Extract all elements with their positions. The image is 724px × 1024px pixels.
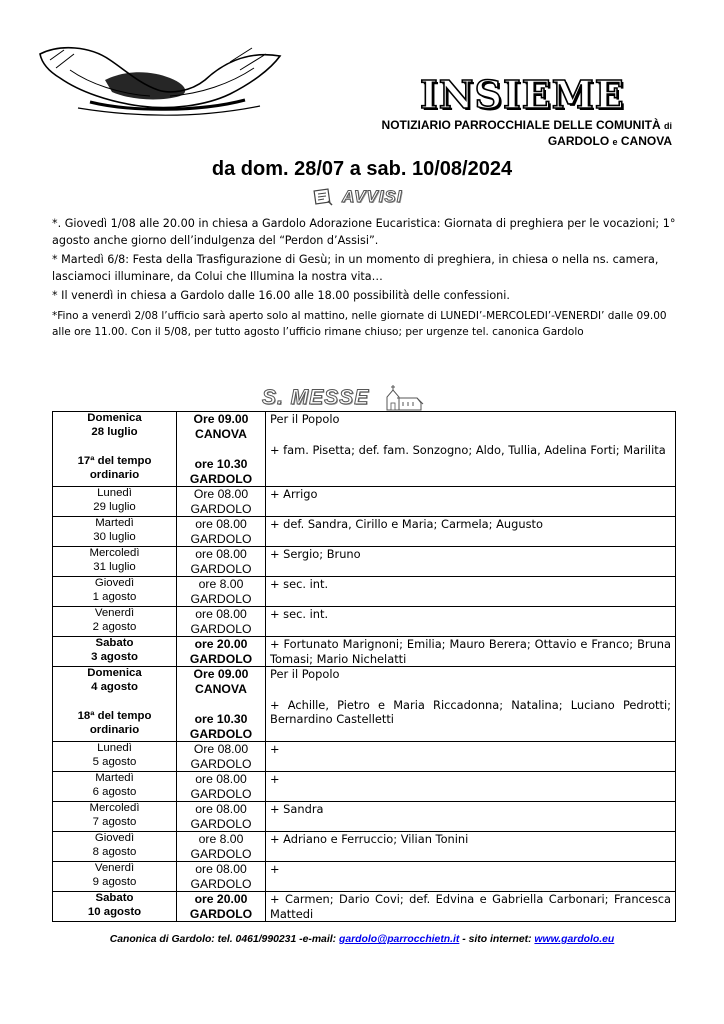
mass-date: 6 agosto	[92, 785, 137, 798]
mass-intention: + Arrigo	[270, 487, 318, 501]
mass-intention-cell	[266, 607, 676, 637]
mass-time: ore 08.00	[195, 547, 247, 561]
mass-place: GARDOLO	[189, 651, 253, 666]
mass-place: GARDOLO	[190, 531, 252, 546]
mass-row	[53, 412, 676, 487]
mass-day-cell	[53, 547, 177, 577]
notices-list	[52, 216, 682, 343]
mass-day: Mercoledì	[89, 547, 140, 559]
messe-heading	[262, 384, 425, 412]
mass-day: Mercoledì	[89, 802, 140, 814]
subtitle-canova: CANOVA	[620, 134, 672, 148]
mass-intention: Per il Popolo	[270, 667, 340, 681]
mass-day-cell	[53, 802, 177, 832]
notice-item: * Il venerdì in chiesa a Gardolo dalle 16.00 alle 18.00 possibilità delle confessioni.	[52, 289, 510, 302]
mass-time-cell	[177, 517, 266, 547]
mass-intention: +	[270, 772, 280, 786]
mass-place: GARDOLO	[190, 621, 252, 636]
mass-time: ore 08.00	[195, 772, 247, 786]
mass-intention: + fam. Pisetta; def. fam. Sonzogno; Aldo, Tullia, Adelina Forti; Marilita	[270, 442, 666, 457]
mass-place: GARDOLO	[189, 906, 253, 921]
masses-table	[52, 411, 676, 922]
mass-row	[53, 667, 676, 742]
mass-row	[53, 637, 676, 667]
email-link[interactable]: gardolo@parrocchietn.it	[338, 934, 460, 945]
mass-intention-cell	[266, 892, 676, 922]
mass-date: 5 agosto	[92, 755, 137, 768]
mass-day-cell	[53, 772, 177, 802]
liturgical-season: ordinario	[89, 723, 140, 736]
mass-date: 30 luglio	[93, 530, 136, 543]
mass-day: Domenica	[87, 412, 142, 424]
mass-row	[53, 577, 676, 607]
mass-intention: + sec. int.	[270, 607, 329, 621]
liturgical-week: 17ª del tempo	[77, 455, 152, 467]
mass-time-cell	[177, 742, 266, 772]
mass-intention: Per il Popolo	[270, 412, 340, 426]
mass-place: GARDOLO	[189, 726, 253, 741]
mass-day: Giovedì	[94, 832, 135, 844]
newsletter-masthead: INSIEME	[420, 72, 625, 117]
mass-place: GARDOLO	[190, 501, 252, 516]
subtitle-e: e	[612, 137, 618, 147]
mass-intention-cell	[266, 637, 676, 667]
mass-row	[53, 892, 676, 922]
mass-time: Ore 09.00	[193, 412, 249, 426]
mass-time-cell	[177, 412, 266, 487]
mass-intention: + sec. int.	[270, 577, 329, 591]
mass-time-cell	[177, 772, 266, 802]
mass-place: GARDOLO	[190, 816, 252, 831]
date-range-heading: da dom. 28/07 a sab. 10/08/2024	[211, 158, 513, 180]
mass-time-cell	[177, 892, 266, 922]
mass-row	[53, 832, 676, 862]
mass-time: Ore 08.00	[193, 742, 249, 756]
mass-date: 28 luglio	[91, 425, 138, 438]
notice-item: *Fino a venerdì 2/08 l’ufficio sarà aperto solo al mattino, nelle giornate di LUNEDI’-MERCOLEDI’-VENERDI’ dalle 09.00 alle ore 11.00. Con il 5/08, per tutto agosto l’ufficio rimane chiuso; per urgenze tel. canonica Gardolo	[52, 309, 667, 338]
mass-time: ore 8.00	[198, 577, 244, 591]
mass-time: Ore 08.00	[193, 487, 249, 501]
mass-intention-cell	[266, 412, 676, 487]
avvisi-heading	[312, 186, 402, 208]
mass-date: 1 agosto	[92, 590, 137, 603]
mass-date: 8 agosto	[92, 845, 137, 858]
mass-intention-cell	[266, 862, 676, 892]
mass-place: GARDOLO	[190, 756, 252, 771]
mass-intention-cell	[266, 667, 676, 742]
mass-time: ore 10.30	[194, 712, 248, 726]
mass-time-cell	[177, 862, 266, 892]
mass-time-cell	[177, 547, 266, 577]
mass-date: 3 agosto	[91, 650, 138, 663]
mass-time-cell	[177, 487, 266, 517]
contact-footer	[0, 934, 724, 945]
mass-row	[53, 547, 676, 577]
mass-day-cell	[53, 577, 177, 607]
mass-date: 29 luglio	[93, 500, 136, 513]
mass-day: Lunedì	[97, 742, 132, 754]
mass-row	[53, 802, 676, 832]
mass-intention: + Fortunato Marignoni; Emilia; Mauro Berera; Ottavio e Franco; Bruna Tomasi; Mario Nichelatti	[270, 637, 671, 666]
mass-date: 4 agosto	[91, 680, 138, 693]
mass-intention-cell	[266, 517, 676, 547]
footer-middle-text: - sito internet:	[459, 934, 535, 945]
website-link[interactable]: www.gardolo.eu	[534, 934, 615, 945]
mass-place: GARDOLO	[189, 471, 253, 486]
avvisi-title: AVVISI	[342, 187, 403, 206]
mass-row	[53, 742, 676, 772]
mass-time-cell	[177, 667, 266, 742]
mass-time-cell	[177, 637, 266, 667]
mass-intention: + Adriano e Ferruccio; Vilian Tonini	[270, 832, 469, 846]
newsletter-subtitle	[312, 118, 672, 150]
mass-place: CANOVA	[195, 681, 247, 696]
mass-date: 9 agosto	[92, 875, 137, 888]
mass-day: Sabato	[95, 637, 134, 649]
mass-place: GARDOLO	[190, 561, 252, 576]
mass-intention: + def. Sandra, Cirillo e Maria; Carmela; Augusto	[270, 517, 543, 531]
mass-intention-cell	[266, 547, 676, 577]
mass-place: CANOVA	[195, 426, 247, 441]
mass-day: Lunedì	[97, 487, 132, 499]
mass-intention-cell	[266, 802, 676, 832]
mass-day-cell	[53, 607, 177, 637]
mass-day-cell	[53, 517, 177, 547]
mass-date: 7 agosto	[92, 815, 137, 828]
messe-title: S. MESSE	[262, 386, 370, 409]
subtitle-line1: NOTIZIARIO PARROCCHIALE DELLE COMUNITÀ	[381, 118, 661, 132]
hands-logo-illustration	[30, 40, 292, 118]
church-icon	[379, 384, 425, 412]
mass-place: GARDOLO	[190, 876, 252, 891]
mass-date: 10 agosto	[87, 905, 142, 918]
mass-day-cell	[53, 892, 177, 922]
liturgical-week: 18ª del tempo	[77, 710, 152, 722]
mass-time: ore 08.00	[195, 517, 247, 531]
mass-time: Ore 09.00	[193, 667, 249, 681]
mass-date: 31 luglio	[93, 560, 136, 573]
mass-time-cell	[177, 577, 266, 607]
mass-date: 2 agosto	[92, 620, 137, 633]
mass-intention: + Sergio; Bruno	[270, 547, 361, 561]
notice-board-icon	[312, 187, 334, 207]
footer-phone-text: Canonica di Gardolo: tel. 0461/990231 -e-mail:	[109, 934, 339, 945]
mass-time-cell	[177, 832, 266, 862]
notice-item: * Martedì 6/8: Festa della Trasfigurazione di Gesù; in un momento di preghiera, in chiesa o nella ns. camera, lasciamoci illuminare, da Colui che Illumina la nostra vita…	[52, 253, 659, 283]
mass-time: ore 20.00	[194, 892, 248, 906]
mass-day-cell	[53, 862, 177, 892]
mass-row	[53, 772, 676, 802]
mass-time: ore 08.00	[195, 862, 247, 876]
mass-intention-cell	[266, 487, 676, 517]
mass-time: ore 08.00	[195, 607, 247, 621]
mass-day: Martedì	[95, 517, 134, 529]
mass-time: ore 20.00	[194, 637, 248, 651]
mass-day: Domenica	[87, 667, 142, 679]
mass-day-cell	[53, 667, 177, 742]
mass-day-cell	[53, 742, 177, 772]
mass-place: GARDOLO	[190, 846, 252, 861]
mass-day: Sabato	[95, 892, 134, 904]
mass-intention-cell	[266, 742, 676, 772]
mass-day-cell	[53, 832, 177, 862]
mass-intention: + Carmen; Dario Covi; def. Edvina e Gabriella Carbonari; Francesca Mattedi	[270, 892, 671, 921]
subtitle-gardolo: GARDOLO	[547, 134, 610, 148]
mass-row	[53, 862, 676, 892]
mass-intention: + Achille, Pietro e Maria Riccadonna; Natalina; Luciano Pedrotti; Bernardino Castelletti	[270, 697, 671, 726]
mass-day-cell	[53, 412, 177, 487]
mass-place: GARDOLO	[190, 591, 252, 606]
mass-day-cell	[53, 637, 177, 667]
mass-day: Giovedì	[94, 577, 135, 589]
mass-time-cell	[177, 802, 266, 832]
mass-row	[53, 517, 676, 547]
notice-item: *. Giovedì 1/08 alle 20.00 in chiesa a Gardolo Adorazione Eucaristica: Giornata di preghiera per le vocazioni; 1° agosto anche giorno dell’indulgenza del “Perdon d’Assisi”.	[52, 217, 676, 247]
mass-time-cell	[177, 607, 266, 637]
mass-intention: +	[270, 742, 280, 756]
mass-day-cell	[53, 487, 177, 517]
mass-time: ore 08.00	[195, 802, 247, 816]
mass-day: Venerdì	[94, 607, 135, 619]
mass-row	[53, 607, 676, 637]
mass-time: ore 10.30	[194, 457, 248, 471]
liturgical-season: ordinario	[89, 468, 140, 481]
mass-time: ore 8.00	[198, 832, 244, 846]
mass-row	[53, 487, 676, 517]
mass-intention-cell	[266, 577, 676, 607]
subtitle-di: di	[664, 121, 672, 131]
mass-place: GARDOLO	[190, 786, 252, 801]
mass-intention: +	[270, 862, 280, 876]
mass-intention-cell	[266, 832, 676, 862]
mass-day: Martedì	[95, 772, 134, 784]
mass-intention: + Sandra	[270, 802, 324, 816]
mass-day: Venerdì	[94, 862, 135, 874]
mass-intention-cell	[266, 772, 676, 802]
